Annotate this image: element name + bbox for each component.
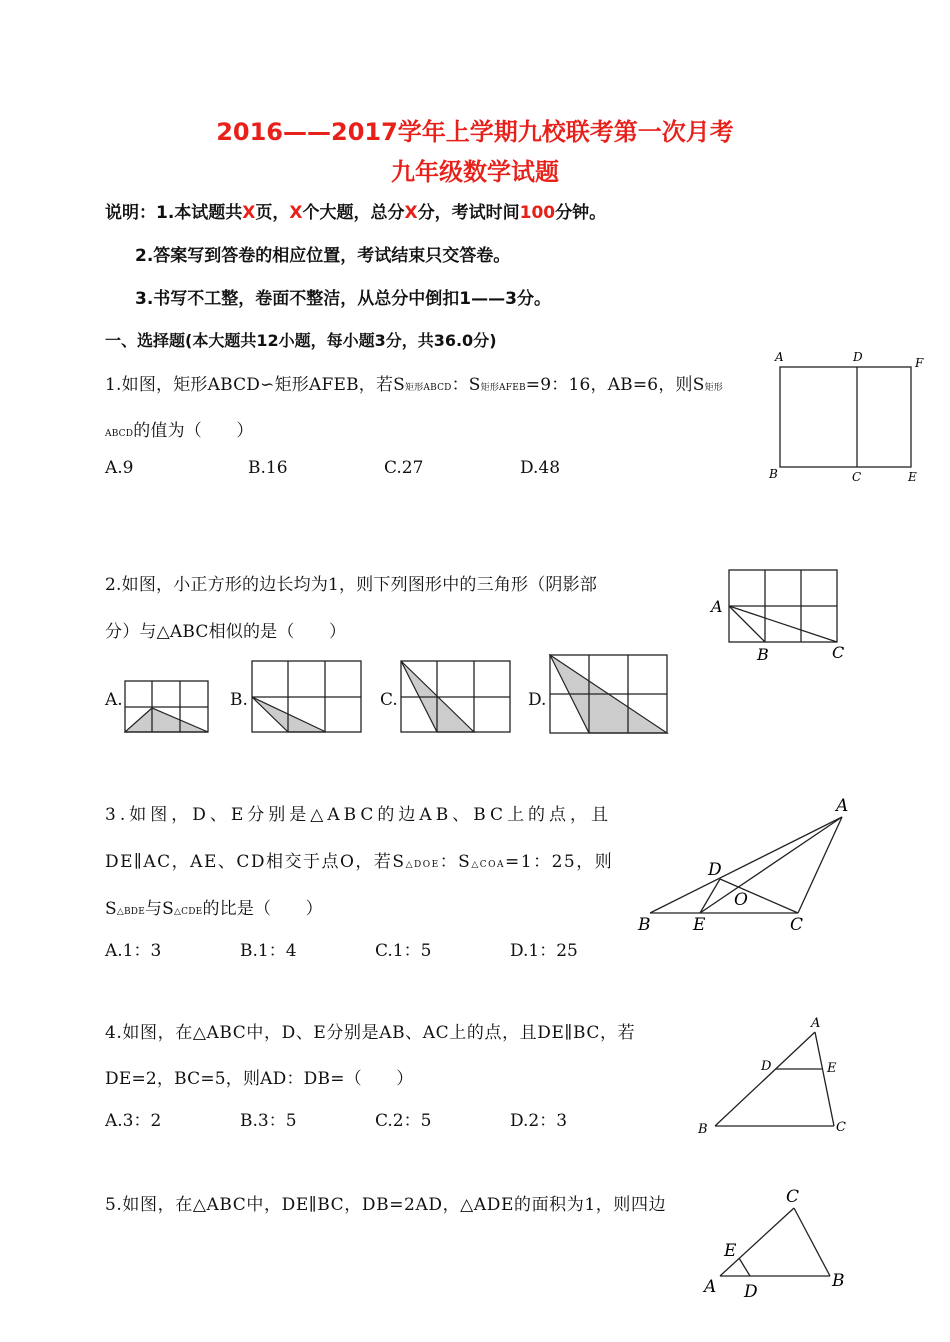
q5-label-d: D (744, 1282, 758, 1302)
q5-label-e: E (724, 1241, 737, 1261)
q5-text-line-1: 5.如图，在△ABC中，DE∥BC，DB=2AD，△ADE的面积为1，则四边 (105, 1195, 667, 1215)
section-heading: 一、选择题(本大题共12小题，每小题3分，共36.0分) (105, 331, 497, 350)
q2-option-c-figure[interactable] (400, 660, 512, 734)
q3-option-b[interactable]: B.1：4 (240, 941, 297, 961)
q5-label-a: A (704, 1277, 717, 1297)
q4-text-line-2: DE=2，BC=5，则AD：DB=（ ） (105, 1069, 414, 1089)
q3-text-line-2: DE∥AC，AE、CD相交于点O，若S△DOE：S△COA=1：25，则 (105, 852, 614, 872)
q2-option-a-figure[interactable] (124, 680, 210, 734)
q3-label-e: E (693, 915, 706, 935)
q2-figure (705, 562, 865, 664)
q3-label-c: C (790, 915, 804, 935)
q1-label-e: E (908, 470, 917, 484)
q4-label-b: B (698, 1122, 708, 1137)
q2-option-c-label[interactable]: C. (380, 690, 398, 710)
q3-label-o: O (734, 890, 748, 910)
exam-subtitle: 九年级数学试题 (391, 158, 559, 186)
q4-option-d[interactable]: D.2：3 (510, 1111, 568, 1131)
q3-text-line-1: 3.如图，D、E分别是△ABC的边AB、BC上的点，且 (105, 805, 613, 825)
q3-figure (630, 795, 855, 935)
q1-option-d[interactable]: D.48 (520, 458, 561, 478)
instruction-line-3: 3.书写不工整，卷面不整洁，从总分中倒扣1——3分。 (135, 289, 551, 309)
q2-option-d-label[interactable]: D. (528, 690, 547, 710)
q2-option-b-label[interactable]: B. (230, 690, 248, 710)
exam-title: 2016——2017学年上学期九校联考第一次月考 (216, 118, 734, 146)
q1-figure (765, 345, 935, 490)
q3-option-a[interactable]: A.1：3 (105, 941, 162, 961)
q3-text-line-3: S△BDE与S△CDE的比是（ ） (105, 899, 323, 919)
q2-option-b-figure[interactable] (251, 660, 363, 734)
q1-option-a[interactable]: A.9 (105, 458, 134, 478)
instruction-line-1: 说明：1.本试题共X页，X个大题，总分X分，考试时间100分钟。 (105, 203, 607, 223)
q4-option-b[interactable]: B.3：5 (240, 1111, 297, 1131)
q2-label-b: B (757, 645, 769, 664)
q4-text-line-1: 4.如图，在△ABC中，D、E分别是AB、AC上的点，且DE∥BC，若 (105, 1023, 636, 1043)
q4-option-c[interactable]: C.2：5 (375, 1111, 432, 1131)
q2-text-line-2: 分）与△ABC相似的是（ ） (105, 622, 347, 642)
q4-label-d: D (761, 1059, 772, 1074)
q3-label-b: B (638, 915, 651, 935)
q4-label-e: E (827, 1061, 837, 1076)
q3-label-d: D (708, 860, 722, 880)
q1-label-f: F (915, 356, 924, 370)
q5-label-c: C (786, 1187, 800, 1207)
q2-option-a-label[interactable]: A. (105, 690, 123, 710)
instruction-line-2: 2.答案写到答卷的相应位置，考试结束只交答卷。 (135, 246, 511, 266)
q2-label-c: C (832, 643, 845, 662)
q4-option-a[interactable]: A.3：2 (105, 1111, 162, 1131)
q1-label-a: A (775, 350, 784, 364)
q1-label-d: D (853, 350, 863, 364)
q1-label-c: C (852, 470, 862, 484)
q4-figure (695, 1012, 855, 1142)
q1-option-c[interactable]: C.27 (384, 458, 424, 478)
q2-text-line-1: 2.如图，小正方形的边长均为1，则下列图形中的三角形（阴影部 (105, 575, 598, 595)
q2-label-a: A (711, 597, 723, 616)
q3-option-d[interactable]: D.1：25 (510, 941, 578, 961)
q4-label-a: A (811, 1016, 821, 1031)
q5-label-b: B (832, 1271, 845, 1291)
q1-option-b[interactable]: B.16 (248, 458, 288, 478)
q4-label-c: C (836, 1120, 846, 1135)
q3-option-c[interactable]: C.1：5 (375, 941, 432, 961)
q3-label-a: A (836, 796, 849, 816)
q1-text-line-1: 1.如图，矩形ABCD∽矩形AFEB，若S矩形ABCD：S矩形AFEB=9：16，AB=6，则S矩形 (105, 375, 723, 395)
q1-text-line-2: ABCD的值为（ ） (105, 421, 254, 441)
q1-label-b: B (769, 467, 778, 481)
q5-figure (700, 1182, 860, 1308)
q2-option-d-figure[interactable] (549, 654, 669, 735)
